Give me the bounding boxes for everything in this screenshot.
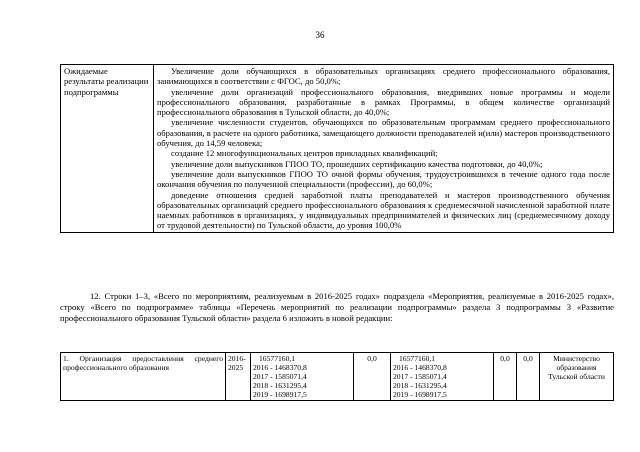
financing-value: 2017 - 1585071,4 — [253, 372, 307, 382]
expected-results-label: Ожидаемые результаты реализации подпрограммы — [61, 65, 154, 233]
result-item: доведение отношения средней заработной платы преподавателей и мастеров производственного обучения образовательных организаций среднего профессионального образования к среднемесячной начисленной заработной плате наемных работников в организациях, у индивидуальных предпринимателей и физических лиц (среднемесячному доходу от трудовой деятельности) по Тульской области, до уровня 100,0% — [157, 189, 610, 231]
page-number: 36 — [315, 30, 325, 40]
result-item: увеличение доли организаций профессионального образования, внедривших новые программы и модели профессионального образования, разработанные в рамках Программы, в общем количестве организаций профессионального образования в Тульской области, до 40,0%; — [157, 86, 610, 118]
expected-results-row — [61, 65, 614, 233]
local-budget-cell: 0,0 — [494, 353, 517, 401]
result-item: создание 12 многофункциональных центров прикладных квалификаций; — [171, 148, 438, 159]
financing-value: 2019 - 1698917,5 — [393, 390, 447, 400]
expected-results-body — [154, 65, 614, 233]
regional-financing-list — [393, 354, 491, 399]
regional-budget-cell — [391, 353, 494, 401]
financing-value: 2017 - 1585071,4 — [393, 372, 447, 382]
result-item: увеличение доли выпускников ГПОО ТО очной формы обучения, трудоустроившихся в течение одного года после окончания обучения по полученной специальности (профессии), до 60,0%; — [157, 168, 610, 190]
other-sources-cell: 0,0 — [517, 353, 540, 401]
activities-table — [60, 352, 614, 401]
amendment-paragraph: 12. Строки 1–3, «Всего по мероприятиям, реализуемым в 2016-2025 годах» подраздела «Мероприятия, реализуемые в 2016-2025 годах», строку «Всего по подпрограмме» таблицы «Перечень мероприятий по реализации подпрограммы» раздела 3 подпрограммы 3 «Развитие профессионального образования Тульской области» раздела 6 изложить в новой редакции: — [60, 291, 614, 323]
financing-value: 2018 - 1631295,4 — [253, 381, 307, 391]
financing-value: 2019 - 1698917,5 — [253, 390, 307, 400]
executor-cell: Министерство образования Тульской области — [540, 353, 614, 401]
financing-value: 2016 - 1468370,8 — [253, 363, 307, 373]
expected-results-table — [60, 64, 614, 233]
financing-value: 2018 - 1631295,4 — [393, 381, 447, 391]
financing-value: 2016 - 1468370,8 — [393, 363, 447, 373]
financing-value: 16577160,1 — [399, 354, 436, 363]
result-item: увеличение численности студентов, обучающихся по образовательным программам среднего профессионального образования, в расчете на одного работника, замещающего должности преподавателей и(или) мастеров производственного обучения, до 14,59 человека; — [157, 117, 610, 149]
result-item: Увеличение доли обучающихся в образовательных организациях среднего профессионального образования, занимающихся в соответствии с ФГОС, до 50,0%; — [157, 66, 610, 87]
table-row — [61, 353, 614, 401]
activity-name-cell: 1. Организация предоставления среднего профессионального образования — [61, 353, 226, 401]
financing-value: 16577160,1 — [259, 354, 296, 363]
federal-budget-cell: 0,0 — [354, 353, 391, 401]
period-cell: 2016-2025 — [226, 353, 251, 401]
total-financing-list — [253, 354, 351, 399]
total-financing-cell — [251, 353, 354, 401]
result-item: увеличение доли выпускников ГПОО ТО, прошедших сертификацию качества подготовки, до 40,0%; — [171, 158, 543, 169]
